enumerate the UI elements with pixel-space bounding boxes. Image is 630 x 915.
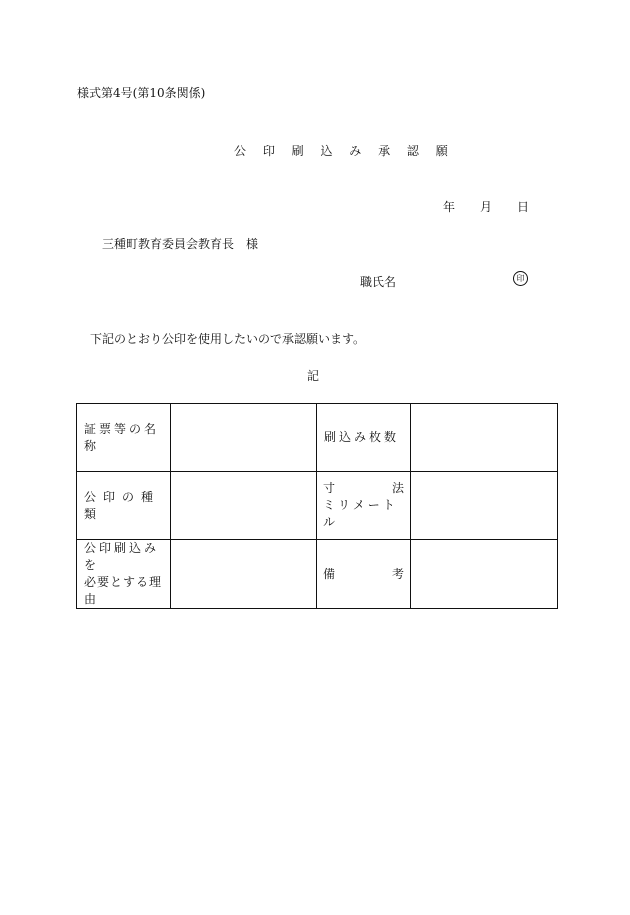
reason-field[interactable] bbox=[171, 540, 317, 609]
certificate-name-label: 証票等の名称 bbox=[77, 404, 171, 472]
print-count-field[interactable] bbox=[411, 404, 558, 472]
remarks-label-b: 考 bbox=[391, 566, 404, 581]
certificate-name-field[interactable] bbox=[171, 404, 317, 472]
remarks-label-a: 備 bbox=[323, 566, 336, 581]
reason-label-line2: 必要とする理由 bbox=[84, 575, 163, 606]
dimension-unit-label: ミリメートル bbox=[323, 498, 398, 529]
seal-icon: 印 bbox=[513, 271, 528, 286]
date-day-label: 日 bbox=[517, 200, 530, 214]
seal-type-field[interactable] bbox=[171, 472, 317, 540]
table-row bbox=[77, 472, 558, 540]
table-row bbox=[77, 540, 558, 609]
dimension-field[interactable] bbox=[411, 472, 558, 540]
remarks-field[interactable] bbox=[411, 540, 558, 609]
dimension-label-b: 法 bbox=[391, 481, 404, 495]
document-title: 公 印 刷 込 み 承 認 願 bbox=[234, 144, 455, 158]
print-count-label: 刷込み枚数 bbox=[317, 404, 411, 472]
reason-label-line1: 公印刷込みを bbox=[84, 541, 160, 572]
date-month-label: 月 bbox=[480, 200, 493, 214]
addressee bbox=[102, 235, 258, 252]
applicant-name-label: 職氏名 bbox=[360, 275, 397, 289]
addressee-name: 三種町教育委員会教育長 bbox=[102, 237, 235, 251]
date-line bbox=[443, 198, 529, 215]
ki-heading: 記 bbox=[307, 369, 320, 383]
reason-label bbox=[77, 540, 171, 609]
seal-type-label: 公印の種類 bbox=[77, 472, 171, 540]
dimension-label-a: 寸 bbox=[323, 481, 336, 495]
table-row bbox=[77, 404, 558, 472]
form-number: 様式第4号(第10条関係) bbox=[77, 86, 206, 100]
remarks-label bbox=[317, 540, 411, 609]
application-table bbox=[76, 403, 558, 609]
addressee-honorific: 様 bbox=[246, 237, 259, 251]
date-year-label: 年 bbox=[443, 200, 456, 214]
dimension-label bbox=[317, 472, 411, 540]
body-text: 下記のとおり公印を使用したいので承認願います。 bbox=[90, 332, 366, 346]
